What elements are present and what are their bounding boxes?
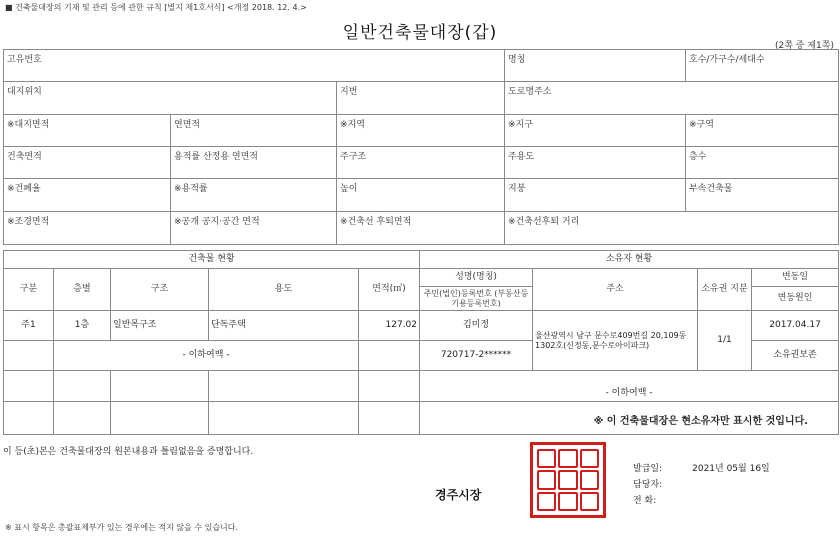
certification-statement: 이 등(초)본은 건축물대장의 원본내용과 틀림없음을 증명합니다. (3, 447, 254, 457)
clerk-row (633, 477, 662, 490)
building-area-label: 건축면적 (7, 152, 42, 162)
main-use-label: 주용도 (508, 152, 535, 162)
row1-owner-name: 김미정 (420, 311, 533, 341)
row1-floor: 1층 (54, 311, 111, 341)
setback-distance-label: ※건축선후퇴 거리 (508, 217, 580, 227)
col-owner-reg-header: 주민(법인)등록번호 (부동산등기용등록번호) (420, 287, 533, 311)
form-reference-note: ■ 건축물대장의 기재 및 관리 등에 관한 규칙 [별지 제1호서식] <개정 2018. 12. 4.> (5, 3, 307, 12)
page-count: (2쪽 중 제1쪽) (775, 41, 834, 51)
col-use-header: 용도 (209, 269, 359, 311)
phone-row (633, 493, 656, 506)
row1-structure: 일반목구조 (111, 311, 209, 341)
status-table (3, 250, 839, 435)
row1-change-cause: 소유권보존 (752, 341, 839, 371)
public-space-label: ※공개 공지·공간 면적 (174, 217, 260, 227)
row1-type: 주1 (4, 311, 54, 341)
phone-label: 전 화: (633, 496, 657, 506)
district-label: ※지구 (508, 120, 533, 130)
units-label: 호수/가구수/세대수 (689, 55, 765, 65)
col-share-header: 소유권 지분 (698, 269, 752, 311)
building-coverage-label: ※건폐율 (7, 184, 41, 194)
annex-label: 부속건축물 (689, 184, 733, 194)
col-area-header: 면적(㎡) (359, 269, 420, 311)
official-seal (530, 442, 606, 518)
building-below-blank: - 이하여백 - (54, 341, 359, 371)
roof-label: 지붕 (508, 184, 526, 194)
footnote: ※ 표시 항목은 총괄표제부가 있는 경우에는 적지 않을 수 있습니다. (5, 523, 239, 532)
row1-owner-address: 울산광역시 남구 문수로409번길 20,109동1302호(신정동,문수로아이파크) (533, 311, 698, 371)
document-title: 일반건축물대장(갑) (342, 23, 498, 43)
unique-no-label: 고유번호 (7, 55, 42, 65)
far-area-label: 용적률 산정용 연면적 (174, 152, 258, 162)
lot-label: 지번 (340, 87, 358, 97)
issue-date-label: 발급일: (633, 464, 663, 474)
total-area-label: 연면적 (174, 120, 201, 130)
floor-area-ratio-label: ※용적률 (174, 184, 208, 194)
row1-use: 단독주택 (209, 311, 359, 341)
col-change-date-header: 변동일 (752, 269, 839, 287)
col-address-header: 주소 (533, 269, 698, 311)
building-status-heading: 건축물 현황 (4, 251, 420, 269)
owner-below-blank: - 이하여백 - (420, 371, 839, 402)
col-type-header: 구분 (4, 269, 54, 311)
row1-share: 1/1 (698, 311, 752, 371)
col-change-cause-header: 변동원인 (752, 287, 839, 311)
sector-label: ※구역 (689, 120, 714, 130)
landscape-area-label: ※조경면적 (7, 217, 50, 227)
land-area-label: ※대지면적 (7, 120, 50, 130)
site-label: 대지위치 (7, 87, 42, 97)
issue-date-row (633, 461, 770, 474)
issuer-name: 경주시장 (435, 488, 482, 502)
seal-pattern (537, 449, 599, 511)
zone-label: ※지역 (340, 120, 365, 130)
col-owner-name-header: 성명(명칭) (420, 269, 533, 287)
height-label: 높이 (340, 184, 358, 194)
main-structure-label: 주구조 (340, 152, 367, 162)
current-owner-note: ※ 이 건축물대장은 현소유자만 표시한 것입니다. (420, 402, 839, 435)
col-floor-header: 층별 (54, 269, 111, 311)
col-structure-header: 구조 (111, 269, 209, 311)
issue-date-value: 2021년 05월 16일 (692, 464, 770, 474)
road-address-label: 도로명주소 (508, 87, 552, 97)
row1-area: 127.02 (359, 311, 420, 341)
row1-change-date: 2017.04.17 (752, 311, 839, 341)
building-info-table (3, 49, 839, 245)
owner-status-heading: 소유자 현황 (420, 251, 839, 269)
table-row (4, 311, 839, 341)
clerk-label: 담당자: (633, 480, 663, 490)
setback-area-label: ※건축선 후퇴면적 (340, 217, 412, 227)
name-label: 명칭 (508, 55, 526, 65)
floors-label: 층수 (689, 152, 707, 162)
row1-owner-reg: 720717-2****** (420, 341, 533, 371)
